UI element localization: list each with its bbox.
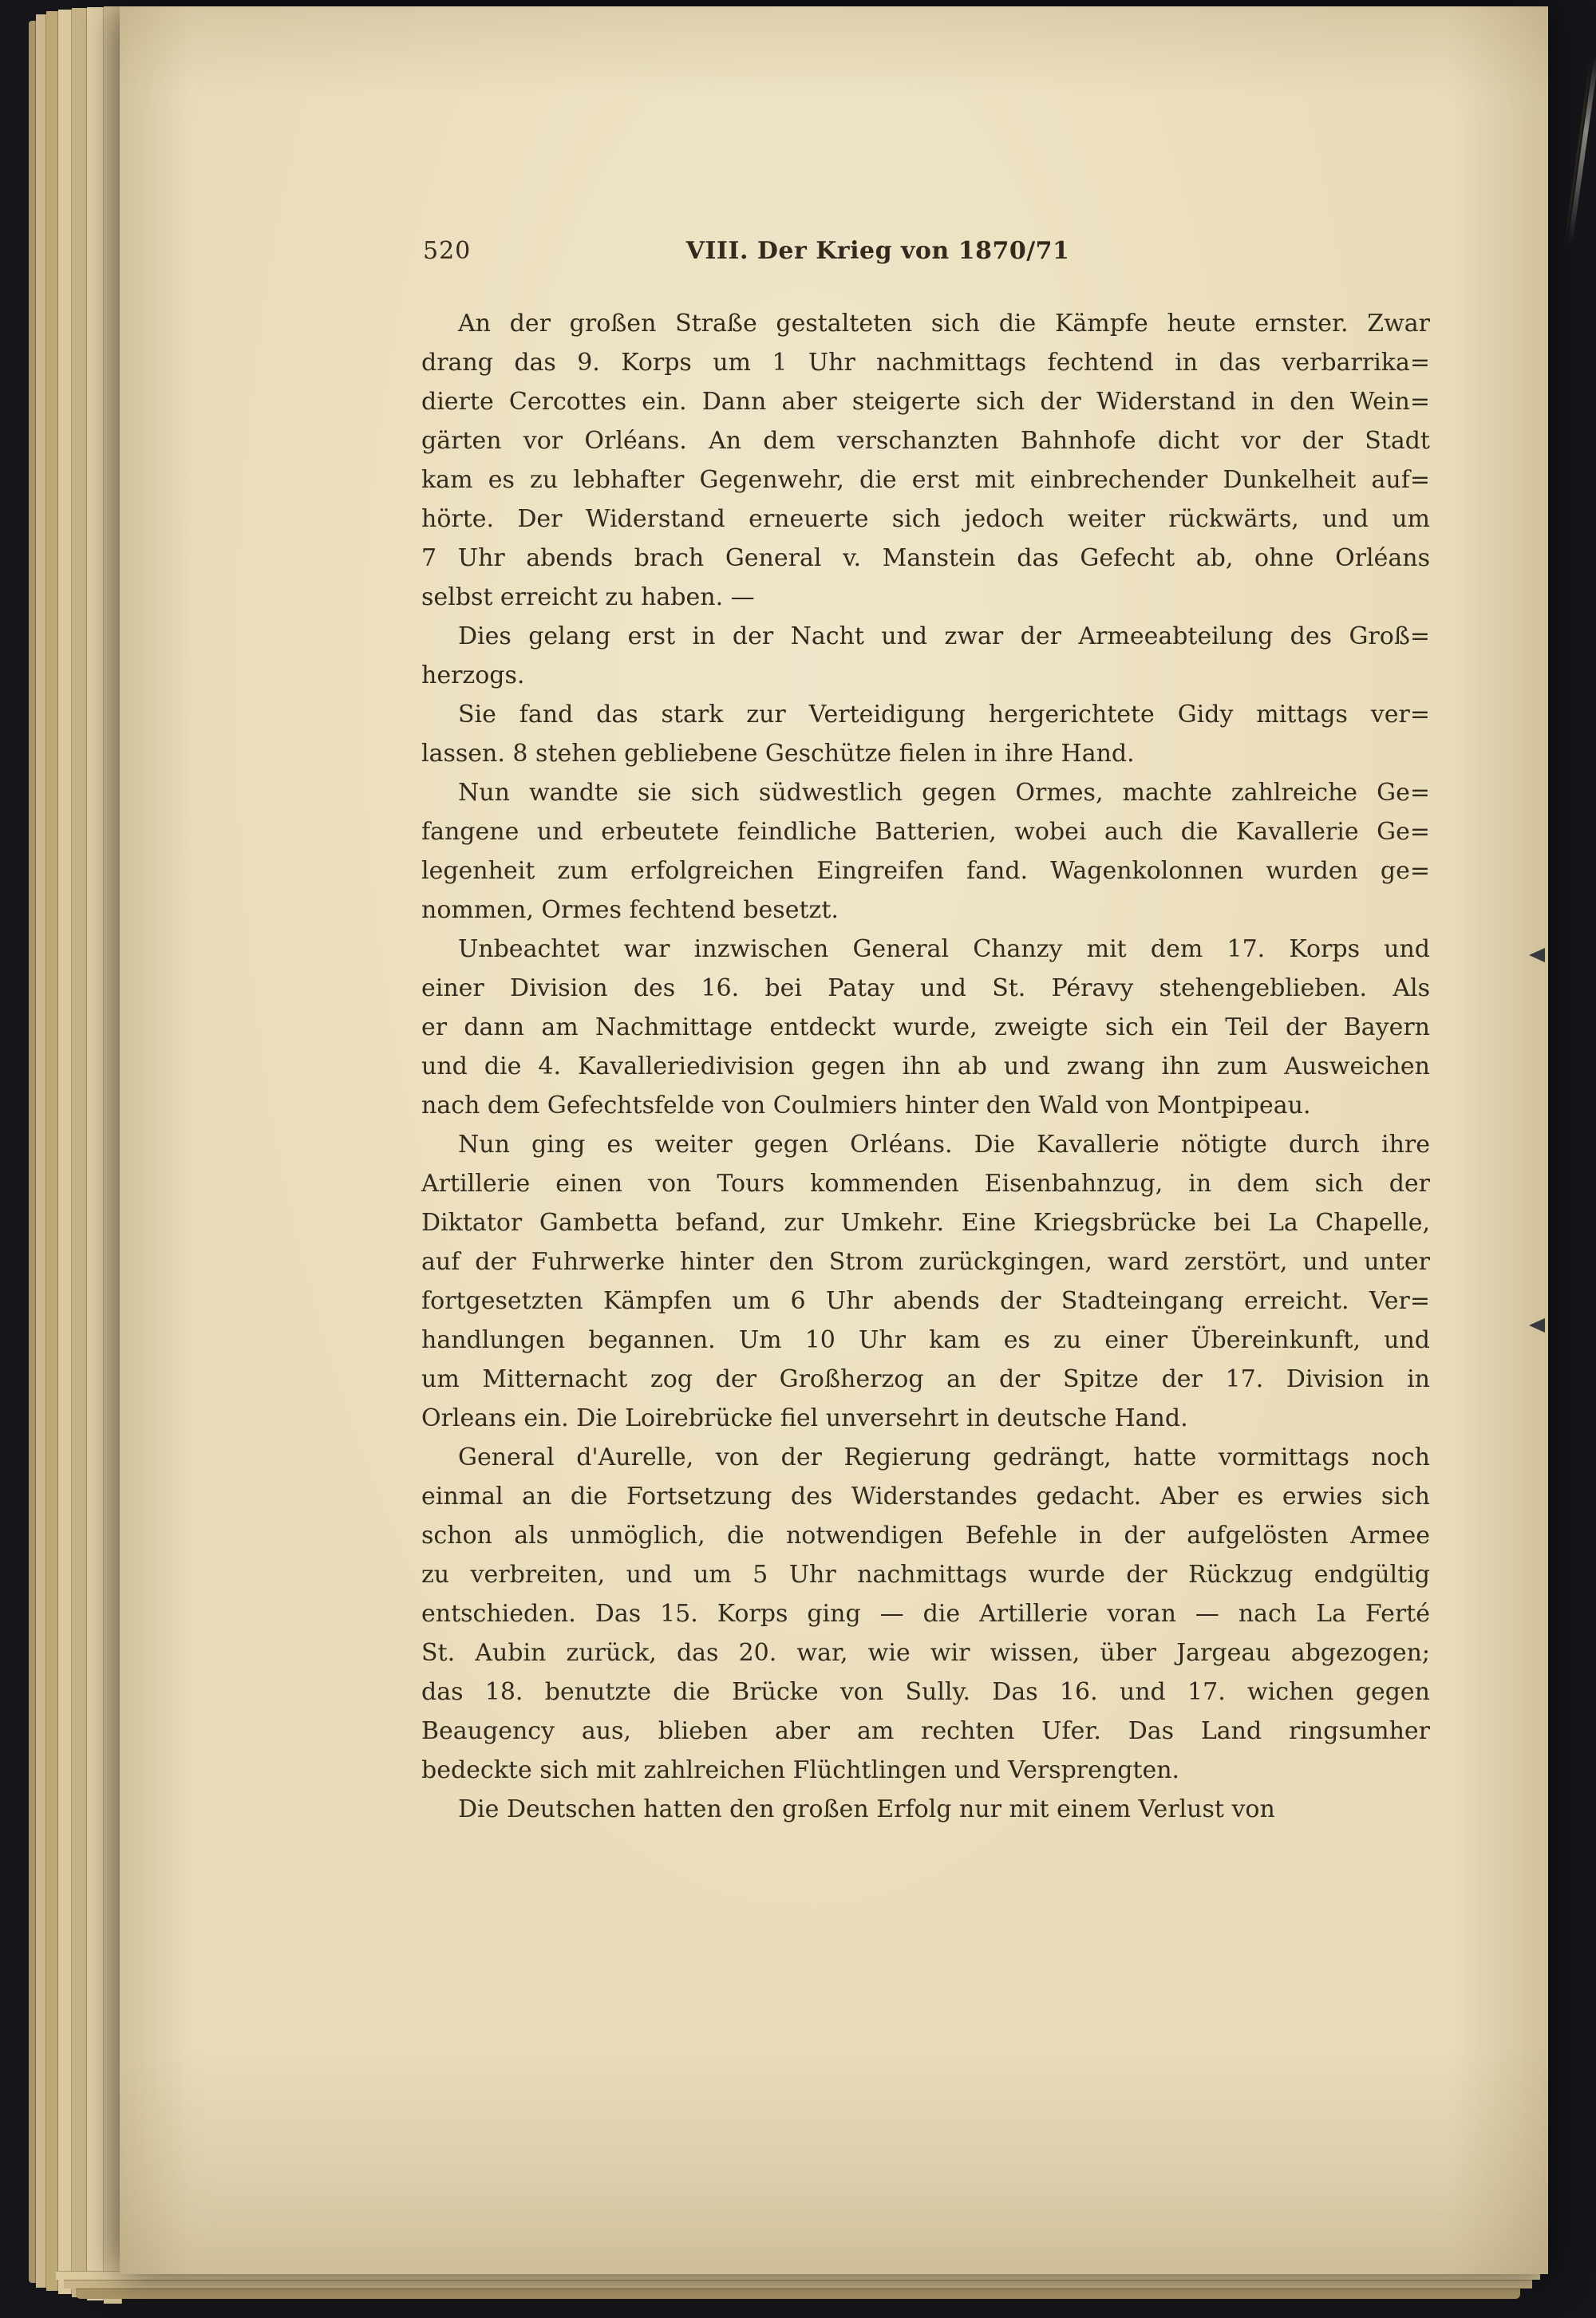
text-line: selbst erreicht zu haben. —: [421, 583, 755, 611]
text-line: drang das 9. Korps um 1 Uhr nachmittags fechtend in das verbarrika=: [421, 349, 1430, 377]
paper-tear-highlight: [1567, 55, 1596, 245]
paragraph: [421, 1125, 1430, 1438]
text-line: er dann am Nachmittage entdeckt wurde, zweigte sich ein Teil der Bayern: [421, 1013, 1430, 1041]
text-line: Orleans ein. Die Loirebrücke fiel unversehrt in deutsche Hand.: [421, 1404, 1188, 1432]
text-line: um Mitternacht zog der Großherzog an der Spitze der 17. Division in: [421, 1365, 1430, 1393]
text-line: schon als unmöglich, die notwendigen Befehle in der aufgelösten Armee: [421, 1522, 1430, 1550]
text-line: fangene und erbeutete feindliche Batterien, wobei auch die Kavallerie Ge=: [421, 818, 1430, 846]
text-line: kam es zu lebhafter Gegenwehr, die erst mit einbrechender Dunkelheit auf=: [421, 466, 1430, 494]
text-line: hörte. Der Widerstand erneuerte sich jedoch weiter rückwärts, und um: [421, 505, 1430, 533]
text-line: Nun wandte sie sich südwestlich gegen Ormes, machte zahlreiche Ge=: [458, 779, 1430, 807]
text-block: [421, 235, 1430, 1829]
page-stack-edge: [29, 21, 36, 2283]
paragraph: [421, 1438, 1430, 1790]
paragraph: [421, 695, 1430, 773]
paragraph: [421, 773, 1430, 930]
text-line: St. Aubin zurück, das 20. war, wie wir wissen, über Jargeau abgezogen;: [421, 1639, 1430, 1667]
text-line: An der großen Straße gestalteten sich die Kämpfe heute ernster. Zwar: [458, 310, 1430, 338]
running-title: VIII. Der Krieg von 1870/71: [685, 237, 1070, 265]
text-line: fortgesetzten Kämpfen um 6 Uhr abends der Stadteingang erreicht. Ver=: [421, 1287, 1430, 1315]
text-line: bedeckte sich mit zahlreichen Flüchtlingen und Versprengten.: [421, 1756, 1180, 1784]
text-line: nommen, Ormes fechtend besetzt.: [421, 896, 839, 924]
text-line: General d'Aurelle, von der Regierung gedrängt, hatte vormittags noch: [458, 1443, 1430, 1471]
page-stack-edge-bottom: [64, 2280, 1532, 2288]
margin-arrow-mark: [1529, 1318, 1545, 1333]
text-line: einer Division des 16. bei Patay und St. Péravy stehengeblieben. Als: [421, 974, 1430, 1002]
paragraph: [421, 617, 1430, 695]
text-line: einmal an die Fortsetzung des Widerstandes gedacht. Aber es erwies sich: [421, 1483, 1430, 1510]
margin-arrow-mark: [1529, 948, 1545, 962]
page-stack-edge: [46, 11, 58, 2291]
text-line: Dies gelang erst in der Nacht und zwar der Armeeabteilung des Groß=: [458, 622, 1430, 650]
text-line: entschieden. Das 15. Korps ging — die Artillerie voran — nach La Ferté: [421, 1600, 1430, 1628]
text-line: Nun ging es weiter gegen Orléans. Die Kavallerie nötigte durch ihre: [458, 1131, 1430, 1159]
text-line: und die 4. Kavalleriedivision gegen ihn ab und zwang ihn zum Ausweichen: [421, 1052, 1430, 1080]
text-line: herzogs.: [421, 661, 525, 689]
page-stack-edge-bottom: [76, 2288, 1520, 2299]
text-line: legenheit zum erfolgreichen Eingreifen fand. Wagenkolonnen wurden ge=: [421, 857, 1430, 885]
text-line: handlungen begannen. Um 10 Uhr kam es zu einer Übereinkunft, und: [421, 1326, 1430, 1354]
paper-tear-mark: [1563, 53, 1593, 250]
page-stack-edge: [36, 14, 46, 2288]
page-stack-edge: [87, 7, 104, 2300]
page-number: 520: [423, 237, 472, 265]
text-line: Beaugency aus, blieben aber am rechten Ufer. Das Land ringsumher: [421, 1717, 1430, 1745]
text-line: zu verbreiten, und um 5 Uhr nachmittags wurde der Rückzug endgültig: [421, 1561, 1430, 1589]
text-line: Unbeachtet war inzwischen General Chanzy mit dem 17. Korps und: [458, 935, 1430, 963]
text-line: 7 Uhr abends brach General v. Manstein das Gefecht ab, ohne Orléans: [421, 544, 1430, 572]
text-line: Diktator Gambetta befand, zur Umkehr. Eine Kriegsbrücke bei La Chapelle,: [421, 1209, 1430, 1237]
text-line: lassen. 8 stehen gebliebene Geschütze fielen in ihre Hand.: [421, 740, 1135, 768]
body-paragraphs: [421, 304, 1430, 1829]
text-line: Artillerie einen von Tours kommenden Eisenbahnzug, in dem sich der: [421, 1170, 1430, 1198]
text-line: gärten vor Orléans. An dem verschanzten Bahnhofe dicht vor der Stadt: [421, 427, 1430, 455]
text-line: auf der Fuhrwerke hinter den Strom zurückgingen, ward zerstört, und unter: [421, 1248, 1430, 1276]
page-header: [421, 235, 1430, 267]
paragraph: [421, 930, 1430, 1125]
text-line: dierte Cercottes ein. Dann aber steigerte sich der Widerstand in den Wein=: [421, 388, 1430, 416]
text-line: Die Deutschen hatten den großen Erfolg nur mit einem Verlust von: [458, 1795, 1275, 1823]
text-line: das 18. benutzte die Brücke von Sully. Das 16. und 17. wichen gegen: [421, 1678, 1430, 1706]
text-line: nach dem Gefechtsfelde von Coulmiers hinter den Wald von Montpipeau.: [421, 1092, 1311, 1120]
page-stack-edge: [72, 8, 87, 2297]
text-line: Sie fand das stark zur Verteidigung hergerichtete Gidy mittags ver=: [458, 701, 1430, 729]
paragraph: [421, 1790, 1430, 1829]
paragraph: [421, 304, 1430, 617]
page-stack-edge: [58, 10, 72, 2294]
